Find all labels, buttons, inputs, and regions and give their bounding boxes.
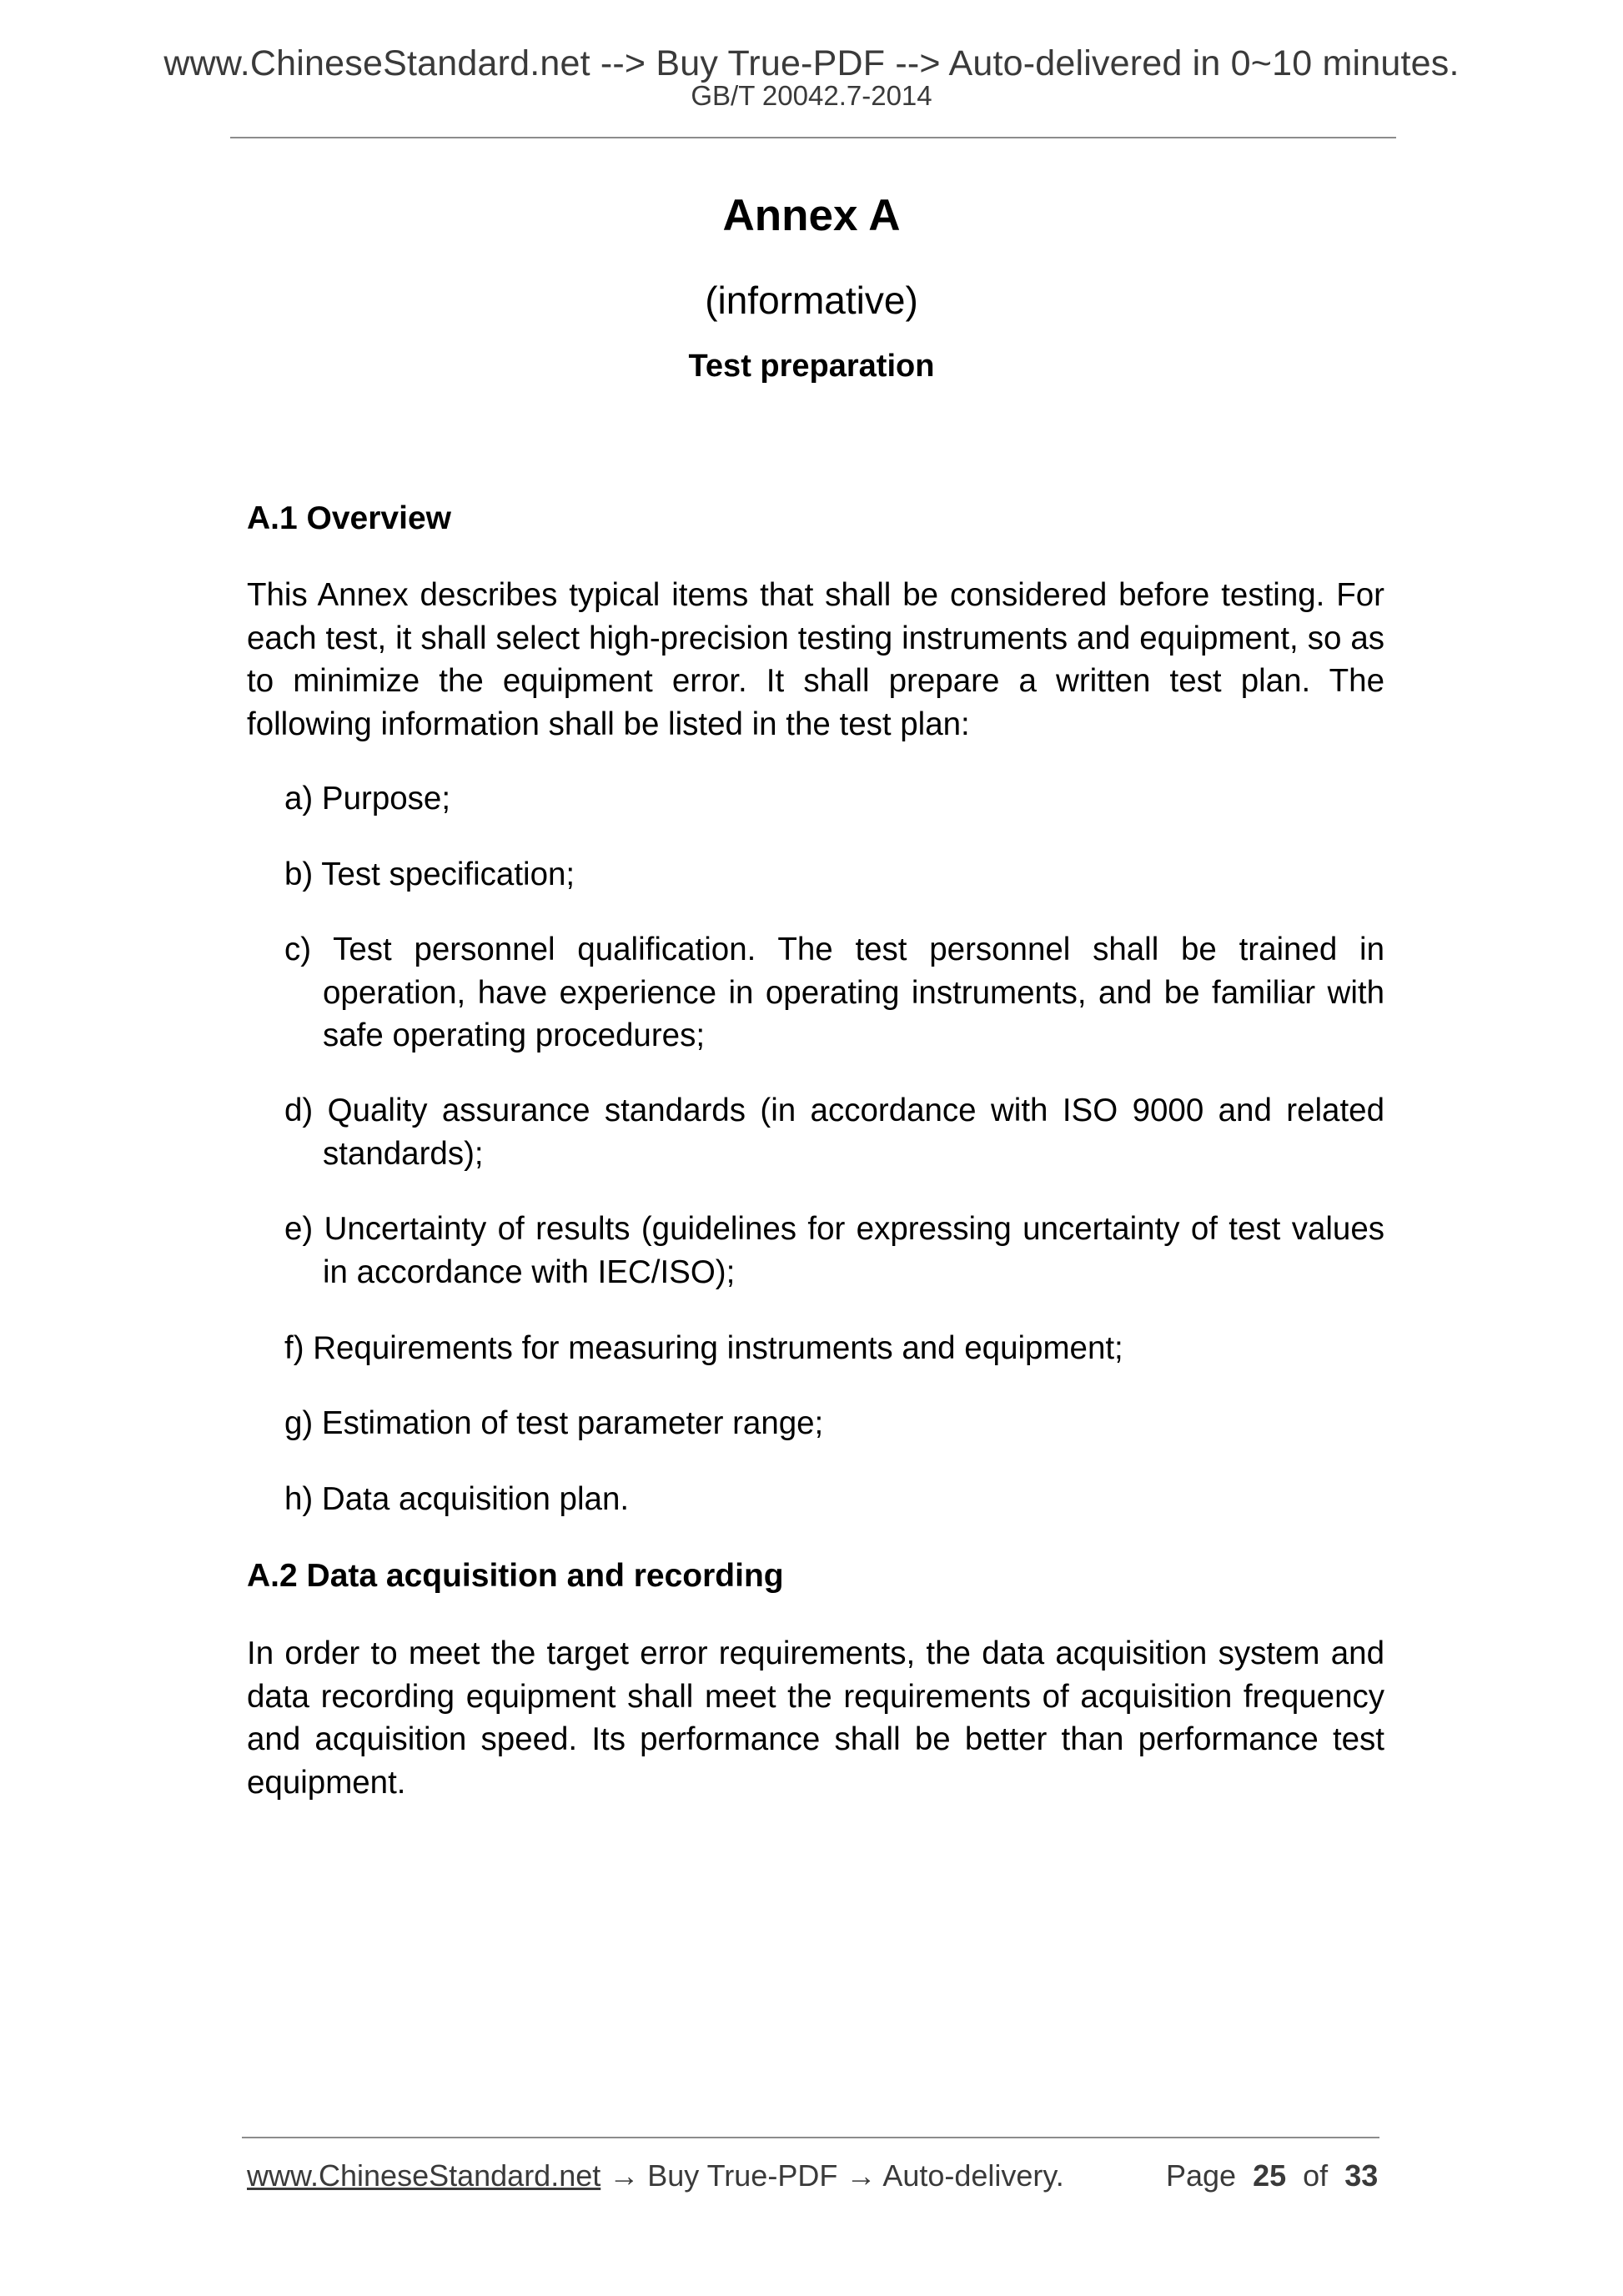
- page-number: 25: [1253, 2158, 1287, 2193]
- footer-promo: [247, 2158, 1064, 2193]
- section-a1-heading: A.1 Overview: [247, 500, 451, 536]
- of-label: of: [1303, 2158, 1329, 2193]
- list-item: a) Purpose;: [284, 781, 451, 816]
- footer-divider: [242, 2137, 1379, 2138]
- section-a1-paragraph: This Annex describes typical items that shall be considered before testing. For each test, it shall select high-precision testing instruments and equipment, so as to minimize the equipment error. It shall prepare a written test plan. The following information shall be listed in the test plan:: [247, 577, 1384, 742]
- page-label: Page: [1166, 2158, 1237, 2193]
- footer-website-link[interactable]: www.ChineseStandard.net: [247, 2158, 601, 2193]
- section-a2-paragraph: In order to meet the target error requirements, the data acquisition system and data recording equipment shall meet the requirements of acquisition frequency and acquisition speed. Its performance shall be better than performance test equipment.: [247, 1635, 1384, 1801]
- footer-promo-text: → Buy True-PDF → Auto-delivery.: [600, 2158, 1064, 2193]
- page-indicator: [1166, 2158, 1378, 2193]
- list-item: d) Quality assurance standards (in accordance with ISO 9000 and related standards);: [284, 1093, 1384, 1172]
- list-item: f) Requirements for measuring instruments and equipment;: [284, 1330, 1123, 1366]
- annex-type: (informative): [705, 279, 918, 322]
- list-item: b) Test specification;: [284, 857, 575, 892]
- list-item: c) Test personnel qualification. The test personnel shall be trained in operation, have experience in operating instruments, and be familiar with safe operating procedures;: [284, 932, 1384, 1053]
- annex-title: Annex A: [722, 191, 901, 240]
- list-item: g) Estimation of test parameter range;: [284, 1405, 824, 1441]
- header-divider: [230, 137, 1396, 138]
- header-banner: www.ChineseStandard.net --> Buy True-PDF --> Auto-delivered in 0~10 minutes.: [163, 43, 1460, 83]
- page-total: 33: [1344, 2158, 1379, 2193]
- standard-code: GB/T 20042.7-2014: [691, 80, 932, 111]
- list-item: h) Data acquisition plan.: [284, 1481, 630, 1517]
- annex-name: Test preparation: [688, 349, 935, 384]
- list-item: e) Uncertainty of results (guidelines for expressing uncertainty of test values in accordance with IEC/ISO);: [284, 1211, 1384, 1290]
- section-a2-heading: A.2 Data acquisition and recording: [247, 1558, 784, 1594]
